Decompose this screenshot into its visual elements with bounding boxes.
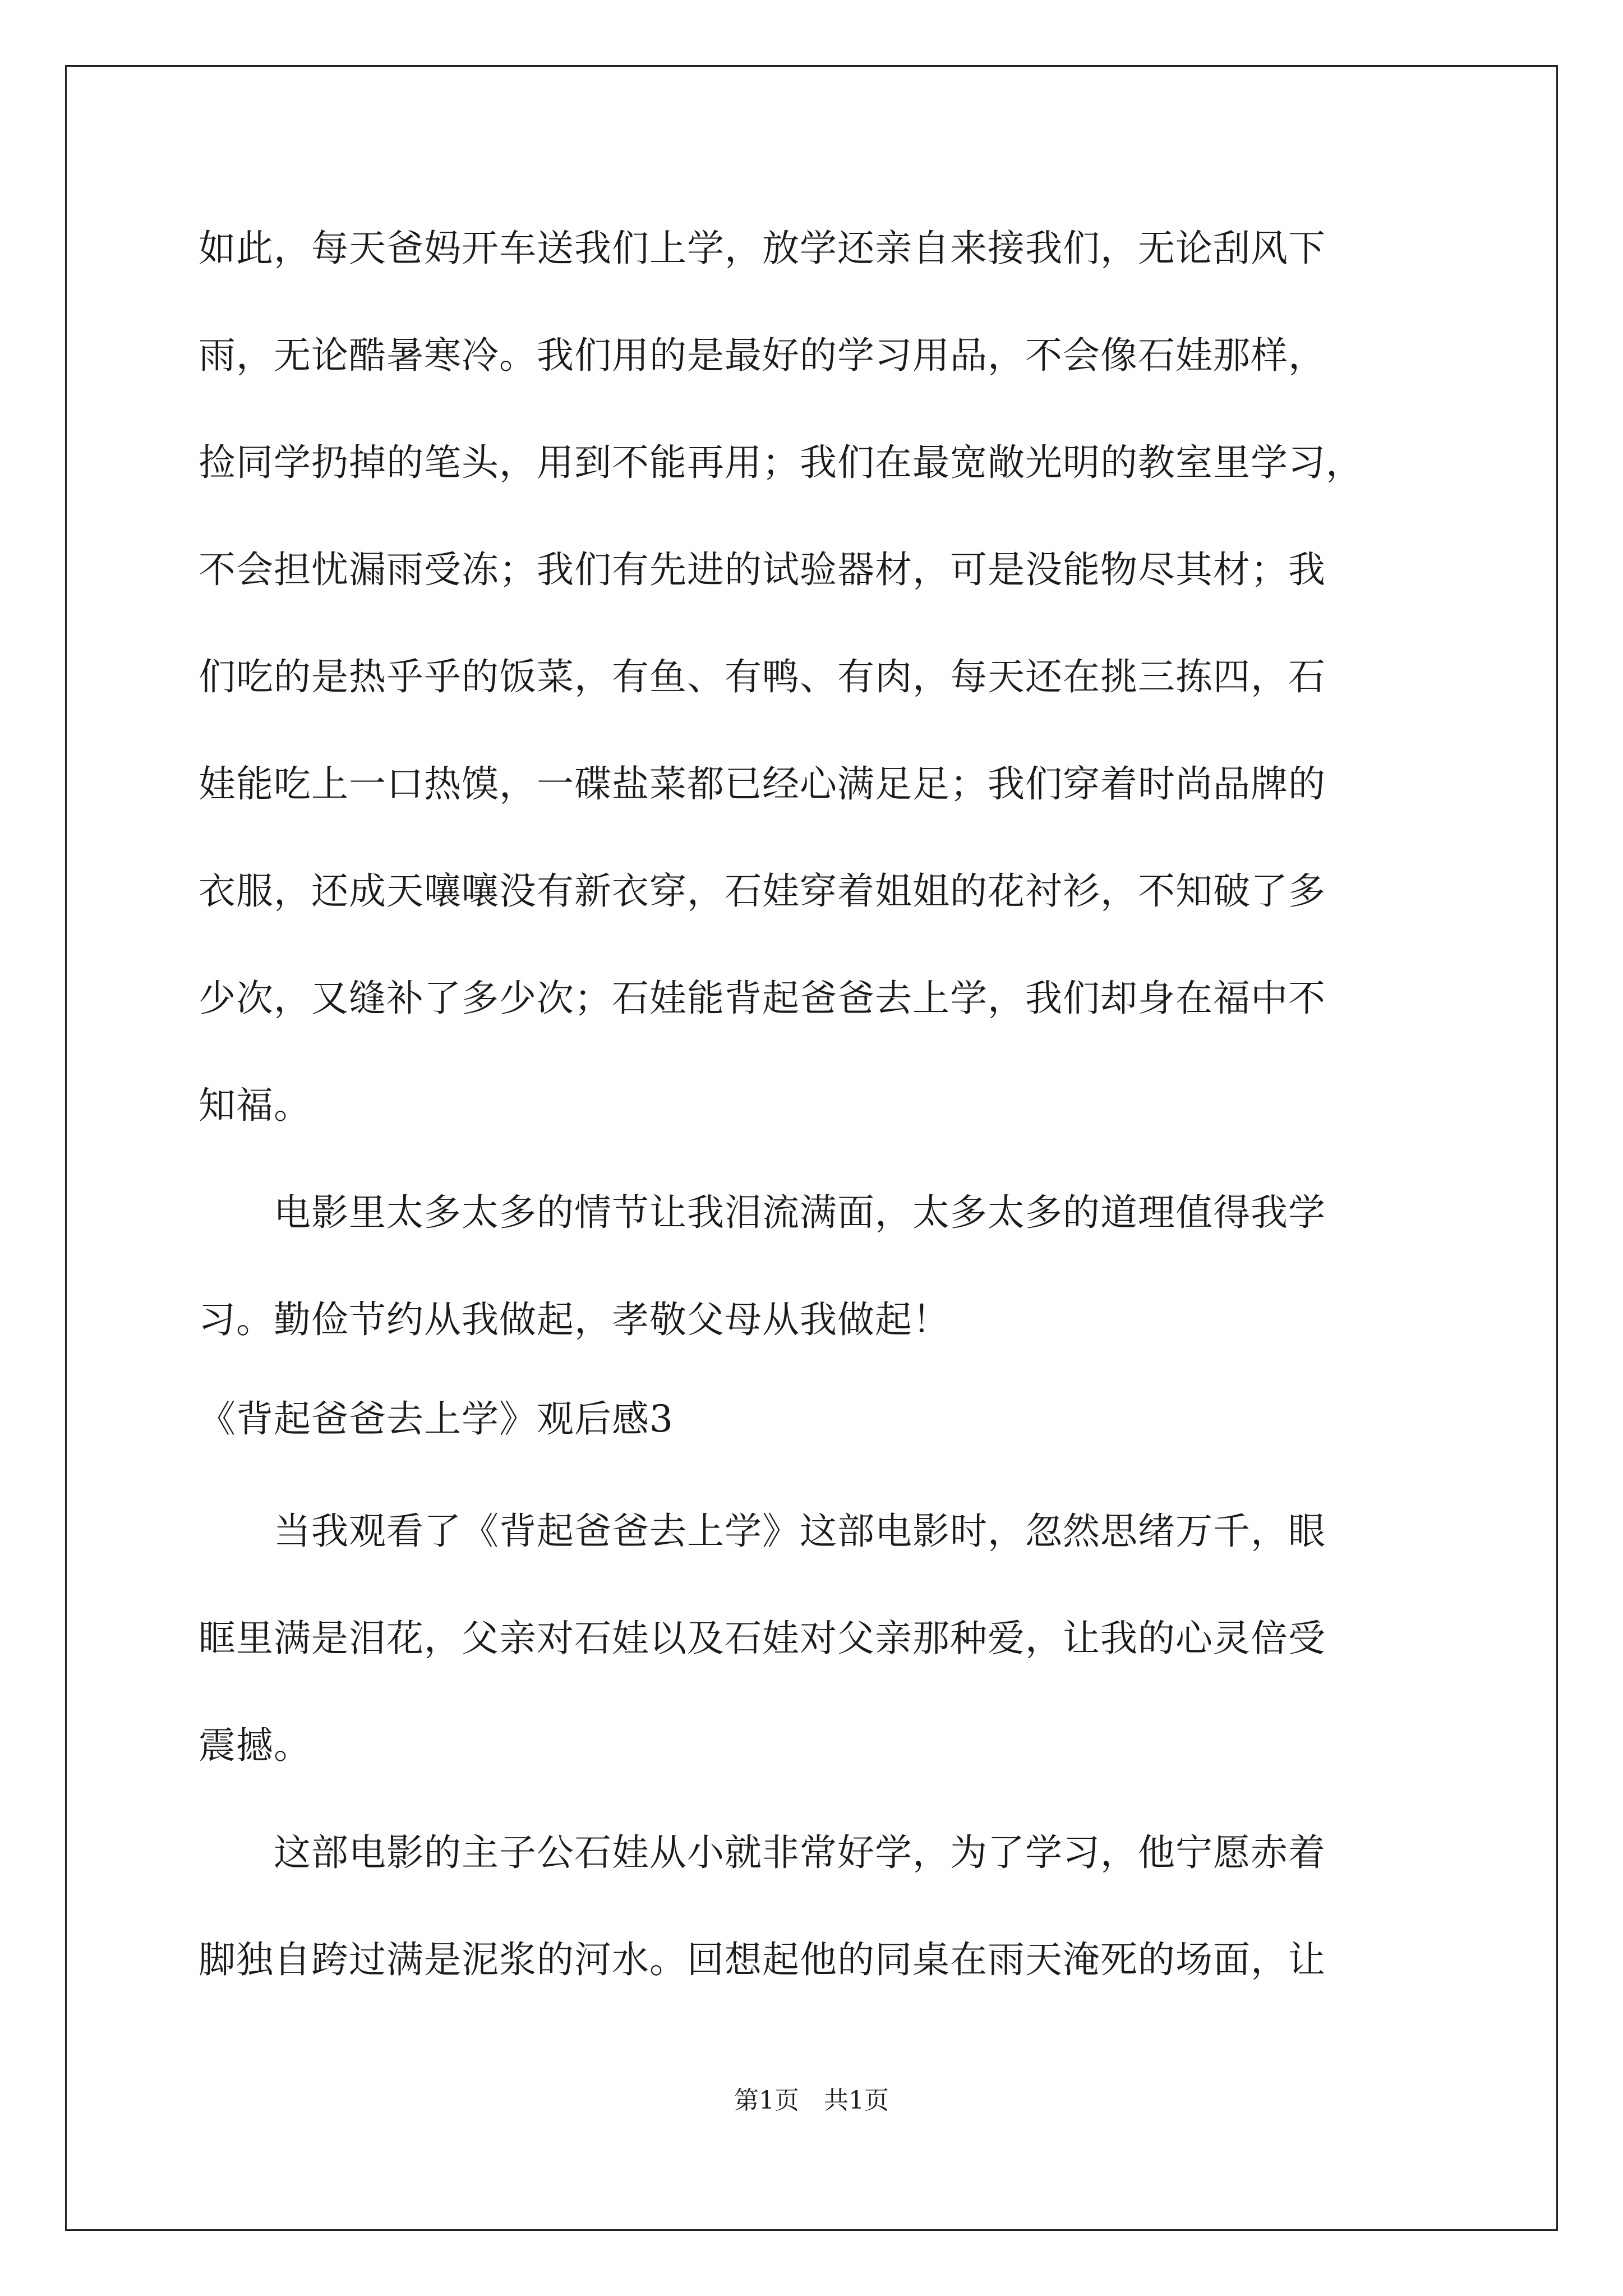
text-line: 眶里满是泪花，父亲对石娃以及石娃对父亲那种爱，让我的心灵倍受 — [199, 1617, 1326, 1660]
page-footer: 第1页 共1页 — [734, 2086, 889, 2115]
text-line: 震撼。 — [199, 1724, 311, 1767]
text-line: 少次，又缝补了多少次；石娃能背起爸爸去上学，我们却身在福中不 — [199, 977, 1326, 1020]
text-line: 捡同学扔掉的笔头，用到不能再用；我们在最宽敞光明的教室里学习， — [199, 441, 1363, 484]
text-line: 衣服，还成天嚷嚷没有新衣穿，石娃穿着姐姐的花衬衫，不知破了多 — [199, 869, 1326, 913]
text-line: 雨，无论酷暑寒冷。我们用的是最好的学习用品，不会像石娃那样， — [199, 334, 1326, 377]
section-heading: 《背起爸爸去上学》观后感3 — [199, 1397, 674, 1441]
paragraph-line: 当我观看了《背起爸爸去上学》这部电影时，忽然思绪万千，眼 — [199, 1510, 1326, 1553]
text-line: 娃能吃上一口热馍，一碟盐菜都已经心满足足；我们穿着时尚品牌的 — [199, 762, 1326, 806]
page-border — [65, 65, 1558, 2231]
text-line: 习。勤俭节约从我做起，孝敬父母从我做起！ — [199, 1298, 950, 1341]
text-line: 脚独自跨过满是泥浆的河水。回想起他的同桌在雨天淹死的场面，让 — [199, 1938, 1326, 1981]
text-line: 如此，每天爸妈开车送我们上学，放学还亲自来接我们，无论刮风下 — [199, 227, 1326, 270]
paragraph-line: 电影里太多太多的情节让我泪流满面，太多太多的道理值得我学 — [199, 1191, 1326, 1234]
paragraph-line: 这部电影的主子公石娃从小就非常好学，为了学习，他宁愿赤着 — [199, 1831, 1326, 1874]
text-line: 知福。 — [199, 1084, 311, 1127]
text-line: 不会担忧漏雨受冻；我们有先进的试验器材，可是没能物尽其材；我 — [199, 548, 1326, 591]
text-line: 们吃的是热乎乎的饭菜，有鱼、有鸭、有肉，每天还在挑三拣四，石 — [199, 655, 1326, 698]
